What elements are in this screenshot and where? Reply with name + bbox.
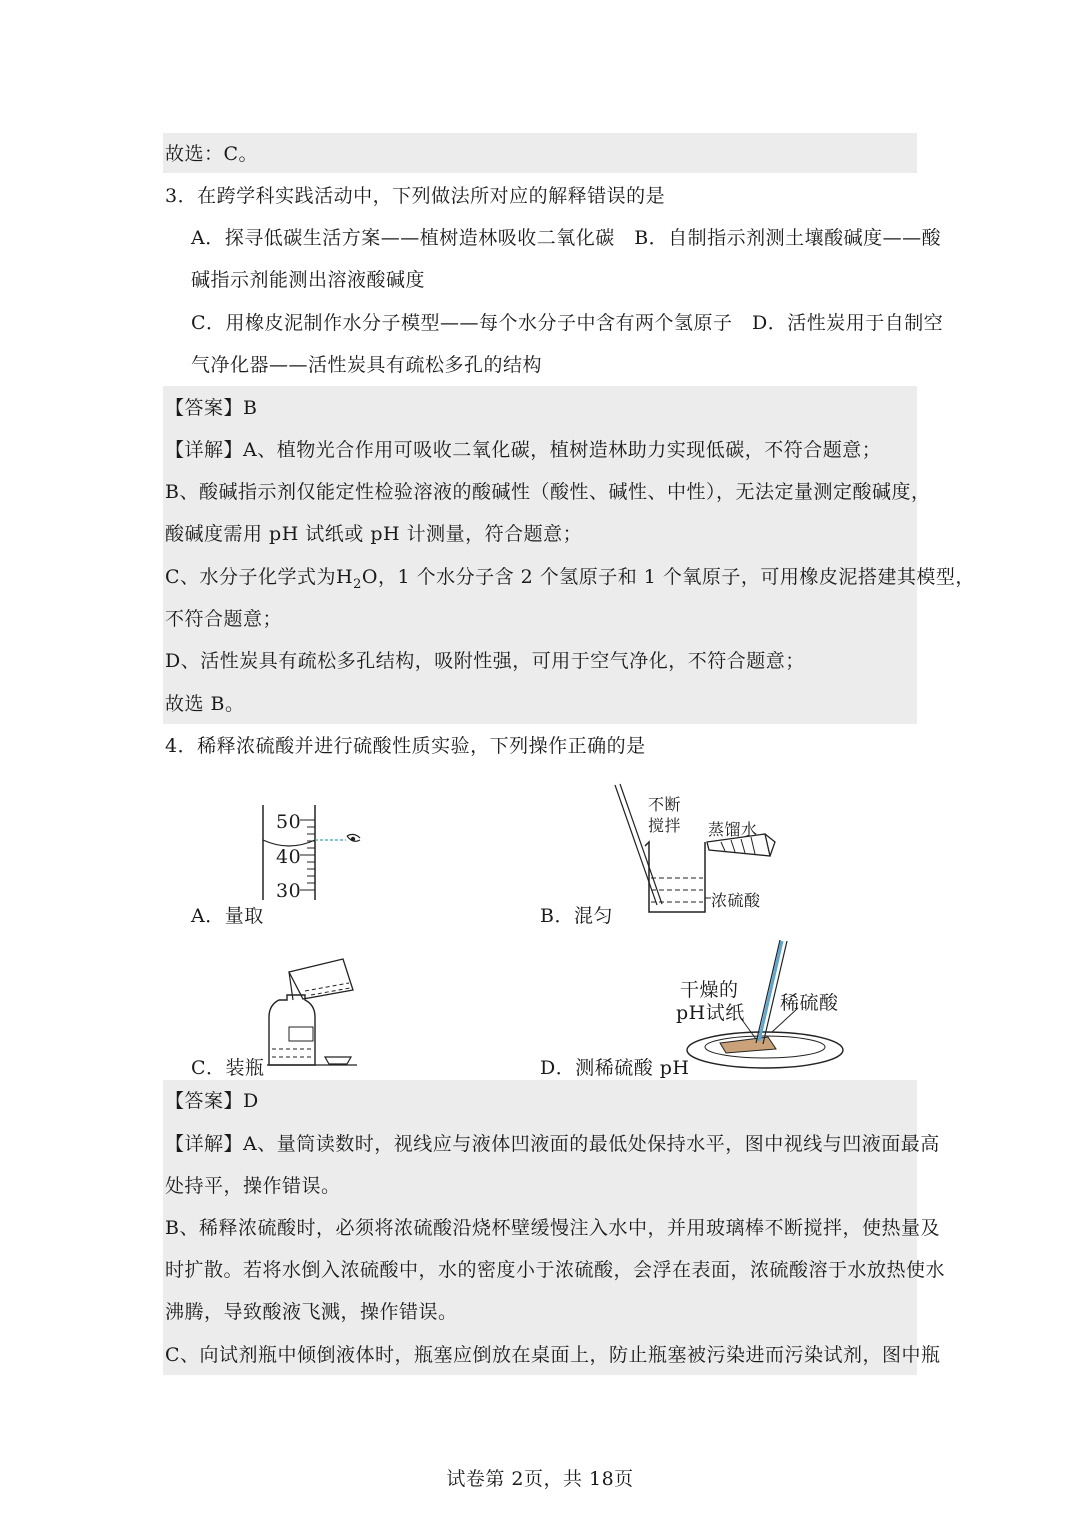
figure-a-tick-30: 30 <box>276 880 302 902</box>
figure-b-label: B．混匀 <box>540 905 613 927</box>
q3-detail: B、酸碱指示剂仅能定性检验溶液的酸碱性（酸性、碱性、中性），无法定量测定酸碱度， <box>165 481 931 503</box>
figure-a-cylinder <box>250 800 380 910</box>
figure-b-water-label: 蒸馏水 <box>708 820 758 839</box>
page-footer: 试卷第 2页，共 18页 <box>446 1468 634 1490</box>
figure-d-label: D．测稀硫酸 pH <box>540 1057 690 1079</box>
q3-detail: 【详解】A、植物光合作用可吸收二氧化碳，植树造林助力实现低碳，不符合题意； <box>165 439 882 461</box>
q4-detail: 沸腾，导致酸液飞溅，操作错误。 <box>165 1301 458 1323</box>
q3-detail-water-formula <box>165 565 975 597</box>
q3-option-cd-cont: 气净化器——活性炭具有疏松多孔的结构 <box>191 354 543 376</box>
q3-option-ab: A．探寻低碳生活方案——植树造林吸收二氧化碳 B．自制指示剂测土壤酸碱度——酸 <box>191 227 942 249</box>
q4-stem: 4．稀释浓硫酸并进行硫酸性质实验，下列操作正确的是 <box>165 735 646 757</box>
prev-answer-block <box>163 133 917 173</box>
q3-detail-subscript: 2 <box>353 576 362 592</box>
q4-detail: 时扩散。若将水倒入浓硫酸中，水的密度小于浓硫酸，会浮在表面，浓硫酸溶于水放热使水 <box>165 1259 946 1281</box>
figure-d-acid-label: 稀硫酸 <box>780 992 839 1014</box>
figure-b-stir-label: 不断 <box>648 795 682 814</box>
q3-detail: 不符合题意； <box>165 608 283 630</box>
figure-a-tick-40: 40 <box>276 846 302 868</box>
q3-detail-part: O，1 个水分子含 2 个氢原子和 1 个氧原子，可用橡皮泥搭建其模型， <box>361 566 975 588</box>
figure-b-stir-label-2: 搅拌 <box>648 816 682 835</box>
q4-detail: 处持平，操作错误。 <box>165 1175 341 1197</box>
q3-detail-part: C、水分子化学式为H <box>165 566 354 588</box>
figure-a-label: A．量取 <box>191 905 264 927</box>
figure-d-paper-label: 干燥的 <box>680 979 739 1001</box>
q3-detail: 故选 B。 <box>165 693 245 715</box>
q3-detail: 酸碱度需用 pH 试纸或 pH 计测量，符合题意； <box>165 523 583 545</box>
q3-option-ab-cont: 碱指示剂能测出溶液酸碱度 <box>191 269 426 291</box>
figure-c-bottle <box>265 955 365 1070</box>
prev-conclusion: 故选：C。 <box>165 143 259 165</box>
figure-a-tick-50: 50 <box>276 811 302 833</box>
q3-option-cd: C．用橡皮泥制作水分子模型——每个水分子中含有两个氢原子 D．活性炭用于自制空 <box>191 312 944 334</box>
q3-answer-block <box>163 386 917 724</box>
figure-d-paper-label-2: pH试纸 <box>676 1002 745 1024</box>
q4-answer: 【答案】D <box>165 1090 259 1112</box>
q3-answer: 【答案】B <box>165 397 258 419</box>
figure-b-acid-label: 浓硫酸 <box>711 891 761 910</box>
q3-stem: 3．在跨学科实践活动中，下列做法所对应的解释错误的是 <box>165 185 666 207</box>
q4-detail: B、稀释浓硫酸时，必须将浓硫酸沿烧杯壁缓慢注入水中，并用玻璃棒不断搅拌，使热量及 <box>165 1217 940 1239</box>
figure-c-label: C．装瓶 <box>191 1057 265 1079</box>
q4-detail: C、向试剂瓶中倾倒液体时，瓶塞应倒放在桌面上，防止瓶塞被污染进而污染试剂，图中瓶 <box>165 1344 941 1366</box>
q3-detail: D、活性炭具有疏松多孔结构，吸附性强，可用于空气净化，不符合题意； <box>165 650 805 672</box>
q4-detail: 【详解】A、量筒读数时，视线应与液体凹液面的最低处保持水平，图中视线与凹液面最高 <box>165 1133 940 1155</box>
